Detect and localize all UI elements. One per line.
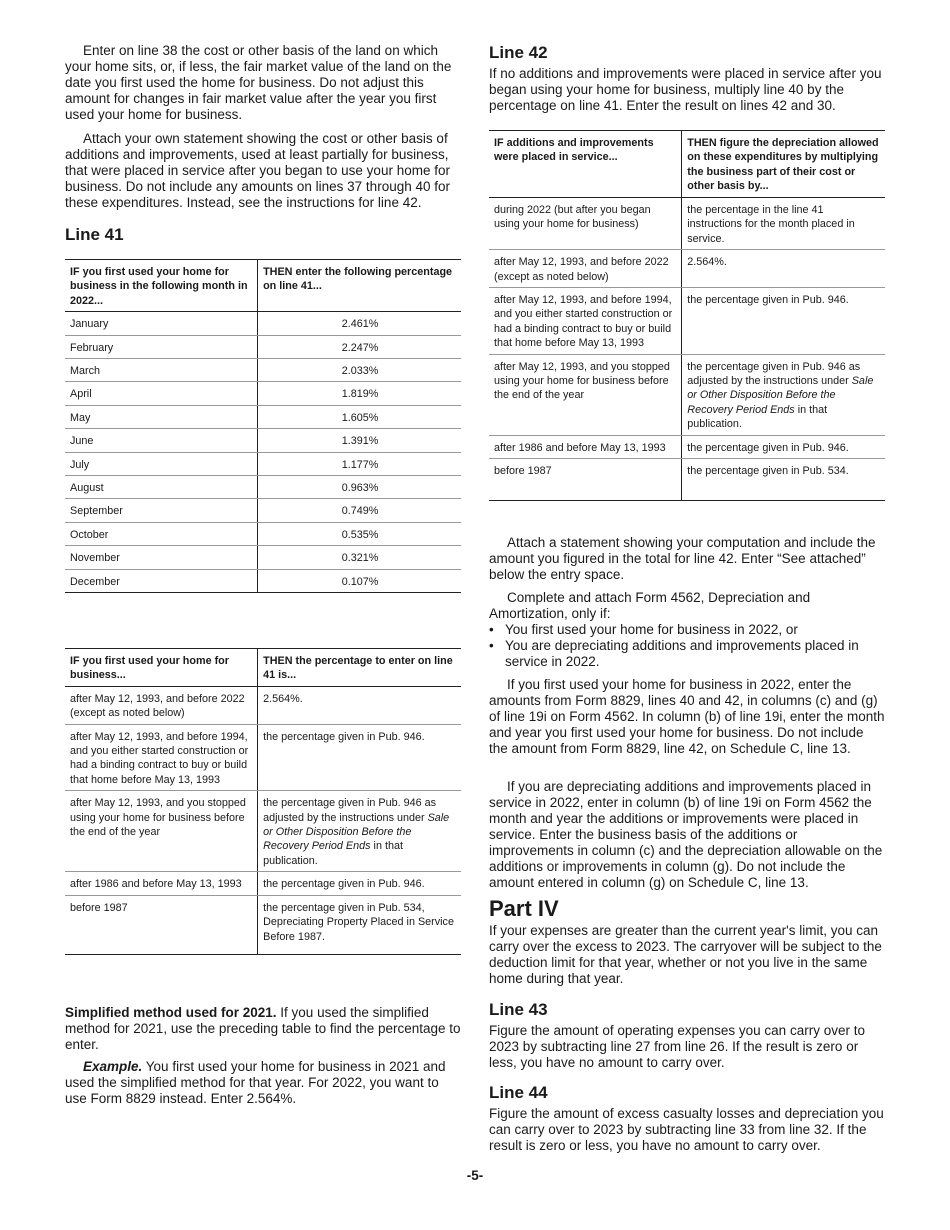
percentage-cell: 2.247% (258, 335, 461, 358)
simplified-method-paragraph (65, 1005, 461, 1053)
table-row (65, 546, 461, 569)
month-cell: July (65, 452, 258, 475)
if-cell: after May 12, 1993, and you stopped using your home for business before the end of the year (489, 354, 682, 435)
line41-month-table (65, 259, 461, 593)
percentage-cell: 1.391% (258, 429, 461, 452)
table-header-then: THEN enter the following percentage on line 41... (258, 260, 461, 312)
then-cell: the percentage given in Pub. 534. (687, 465, 849, 478)
if-cell: after May 12, 1993, and you stopped using your home for business before the end of the year (65, 791, 258, 872)
month-cell: April (65, 382, 258, 405)
table-header-then: THEN figure the depreciation allowed on these expenditures by multiplying the business part of their cost or other basis by... (682, 131, 885, 198)
line42-paragraph: If no additions and improvements were placed in service after you began using your home for business, multiply line 40 by the percentage on line 41. Enter the result on lines 42 and 30. (489, 66, 882, 113)
table-row (489, 198, 885, 250)
then-text: in that publication. (687, 403, 828, 431)
then-text: the percentage given in Pub. 946 as adjusted by the instructions under (263, 797, 437, 824)
then-cell: 2.564%. (258, 686, 461, 724)
table-header-if: IF additions and improvements were placed in service... (489, 131, 682, 198)
table-row (65, 382, 461, 405)
then-cell: the percentage given in Pub. 946. (682, 288, 885, 355)
then-cell: the percentage given in Pub. 946. (682, 435, 885, 458)
example-text: You first used your home for business in 2021 and used the simplified method for that year. For 2022, you want to use Form 8829 instead. Enter 2.564%. (65, 1059, 446, 1106)
if-cell: after 1986 and before May 13, 1993 (489, 435, 682, 458)
percentage-cell: 0.321% (258, 546, 461, 569)
table-row (65, 791, 461, 872)
then-text: in that publication. (263, 840, 403, 867)
percentage-cell: 1.819% (258, 382, 461, 405)
table-row (65, 359, 461, 382)
if-cell: after 1986 and before May 13, 1993 (65, 872, 258, 895)
if-cell: before 1987 (489, 459, 682, 501)
line41-heading: Line 41 (65, 225, 124, 244)
table-header-if: IF you first used your home for business in the following month in 2022... (65, 260, 258, 312)
bullet-text: You first used your home for business in 2022, or (505, 622, 798, 637)
table-header-row (65, 649, 461, 687)
then-cell: 2.564%. (682, 250, 885, 288)
percentage-cell: 1.605% (258, 405, 461, 428)
bullet-item (489, 622, 901, 638)
month-cell: January (65, 312, 258, 335)
month-cell: June (65, 429, 258, 452)
table-row (65, 405, 461, 428)
if-cell: after May 12, 1993, and before 1994, and you either started construction or had a binding contract to buy or build that home before May 13, 1993 (489, 288, 682, 355)
table-row (65, 452, 461, 475)
if-cell: after May 12, 1993, and before 1994, and you either started construction or had a binding contract to buy or build that home before May 13, 1993 (65, 724, 258, 791)
percentage-cell: 0.749% (258, 499, 461, 522)
table-row (65, 476, 461, 499)
month-cell: December (65, 569, 258, 592)
then-cell: the percentage in the line 41 instructions for the month placed in service. (682, 198, 885, 250)
month-cell: September (65, 499, 258, 522)
part4-heading: Part IV (489, 896, 559, 921)
table-row (65, 499, 461, 522)
then-cell (682, 354, 885, 435)
table-header-row (65, 260, 461, 312)
table-row (65, 335, 461, 358)
table-row (65, 569, 461, 592)
percentage-cell: 1.177% (258, 452, 461, 475)
page-number: -5- (466, 1168, 484, 1183)
line43-paragraph: Figure the amount of operating expenses you can carry over to 2023 by subtracting line 27 from line 26. If the result is zero or less, you have no amount to carry over. (489, 1023, 865, 1070)
simplified-method-label: Simplified method used for 2021. (65, 1005, 277, 1020)
table-row (65, 872, 461, 895)
line44-paragraph: Figure the amount of excess casualty losses and depreciation you can carry over to 2023 by subtracting line 33 from line 32. If the result is zero or less, you have no amount to carry over. (489, 1106, 884, 1153)
additions-statement-paragraph: Attach your own statement showing the cost or other basis of additions and improvements, used at least partially for business, that were placed in service after you began to use your home for business. Do not include any amounts on lines 37 through 40 for these expenditures. Instead, see the instructions for line 42. (65, 131, 450, 210)
table-row (489, 435, 885, 458)
table-row (65, 686, 461, 724)
table-row (65, 312, 461, 335)
line44-heading: Line 44 (489, 1083, 548, 1102)
line42-heading: Line 42 (489, 43, 548, 62)
table-header-row (489, 131, 885, 198)
bullet-item (489, 638, 901, 670)
if-cell: after May 12, 1993, and before 2022 (except as noted below) (489, 250, 682, 288)
table-row (489, 459, 885, 501)
if-cell: after May 12, 1993, and before 2022 (except as noted below) (65, 686, 258, 724)
table-row (65, 724, 461, 791)
then-text: the percentage given in Pub. 946 as adjusted by the instructions under (687, 360, 861, 388)
line41-prior-use-table (65, 648, 461, 955)
if-cell: during 2022 (but after you began using your home for business) (489, 198, 682, 250)
bullet-text: You are depreciating additions and improvements placed in service in 2022. (505, 638, 859, 669)
bullet-icon: • (489, 638, 494, 653)
then-cell: the percentage given in Pub. 946. (258, 872, 461, 895)
then-cell (258, 791, 461, 872)
month-cell: May (65, 405, 258, 428)
then-cell: the percentage given in Pub. 946. (258, 724, 461, 791)
percentage-cell: 0.107% (341, 575, 379, 588)
month-cell: November (65, 546, 258, 569)
table-header-then: THEN the percentage to enter on line 41 is... (258, 649, 461, 687)
line42-additions-table (489, 130, 885, 501)
month-cell: March (65, 359, 258, 382)
then-italic-text: Sale or Other Disposition Before the Recovery Period Ends (263, 811, 450, 853)
if-cell: before 1987 (65, 895, 258, 954)
month-cell: August (65, 476, 258, 499)
table-row (489, 288, 885, 355)
percentage-cell: 0.535% (258, 522, 461, 545)
table-row (65, 522, 461, 545)
depreciating-paragraph: If you are depreciating additions and improvements placed in service in 2022, enter in column (b) of line 19i on Form 4562 the month and year the additions or improvements were placed in service. Enter the business basis of the additions or improvements in column (c) and the depreciation allowable on the additions or improvements in column (g). Do not include the amount entered in column (g) on Schedule C, line 13. (489, 779, 883, 890)
month-cell: February (65, 335, 258, 358)
percentage-cell: 0.963% (258, 476, 461, 499)
line43-heading: Line 43 (489, 1000, 548, 1019)
attach-statement-paragraph: Attach a statement showing your computation and include the amount you figured in the total for line 42. Enter “See attached” below the entry space. (489, 535, 876, 582)
month-cell: October (65, 522, 258, 545)
percentage-cell: 2.033% (258, 359, 461, 382)
first-used-paragraph: If you first used your home for business in 2022, enter the amounts from Form 8829, lines 40 and 42, in columns (c) and (g) of line 19i on Form 4562. In column (b) of line 19i, enter the month and year you first used your home for business. Do not include the amount from Form 8829, line 42, on Schedule C, line 13. (489, 677, 885, 756)
form4562-intro: Complete and attach Form 4562, Depreciation and Amortization, only if: (489, 590, 811, 621)
table-header-if: IF you first used your home for business... (65, 649, 258, 687)
example-paragraph (65, 1059, 461, 1107)
simplified-method-text: If you used the simplified method for 2021, use the preceding table to find the percentage to enter. (65, 1005, 461, 1052)
table-row (65, 895, 461, 954)
table-row (65, 429, 461, 452)
then-cell: the percentage given in Pub. 534, Depreciating Property Placed in Service Before 1987. (263, 901, 454, 943)
land-basis-paragraph: Enter on line 38 the cost or other basis of the land on which your home sits, or, if less, the fair market value of the land on the date you first used the home for business. Do not adjust this amount for changes in fair market value after the year you first used your home for business. (65, 43, 452, 122)
then-italic-text: Sale or Other Disposition Before the Recovery Period Ends (687, 375, 874, 416)
percentage-cell: 2.461% (258, 312, 461, 335)
table-row (489, 250, 885, 288)
example-label: Example. (83, 1059, 143, 1074)
bullet-icon: • (489, 622, 494, 637)
table-row (489, 354, 885, 435)
part4-paragraph: If your expenses are greater than the current year's limit, you can carry over the excess to 2023. The carryover will be subject to the deduction limit for that year, whether or not you live in the same home during that year. (489, 923, 882, 986)
